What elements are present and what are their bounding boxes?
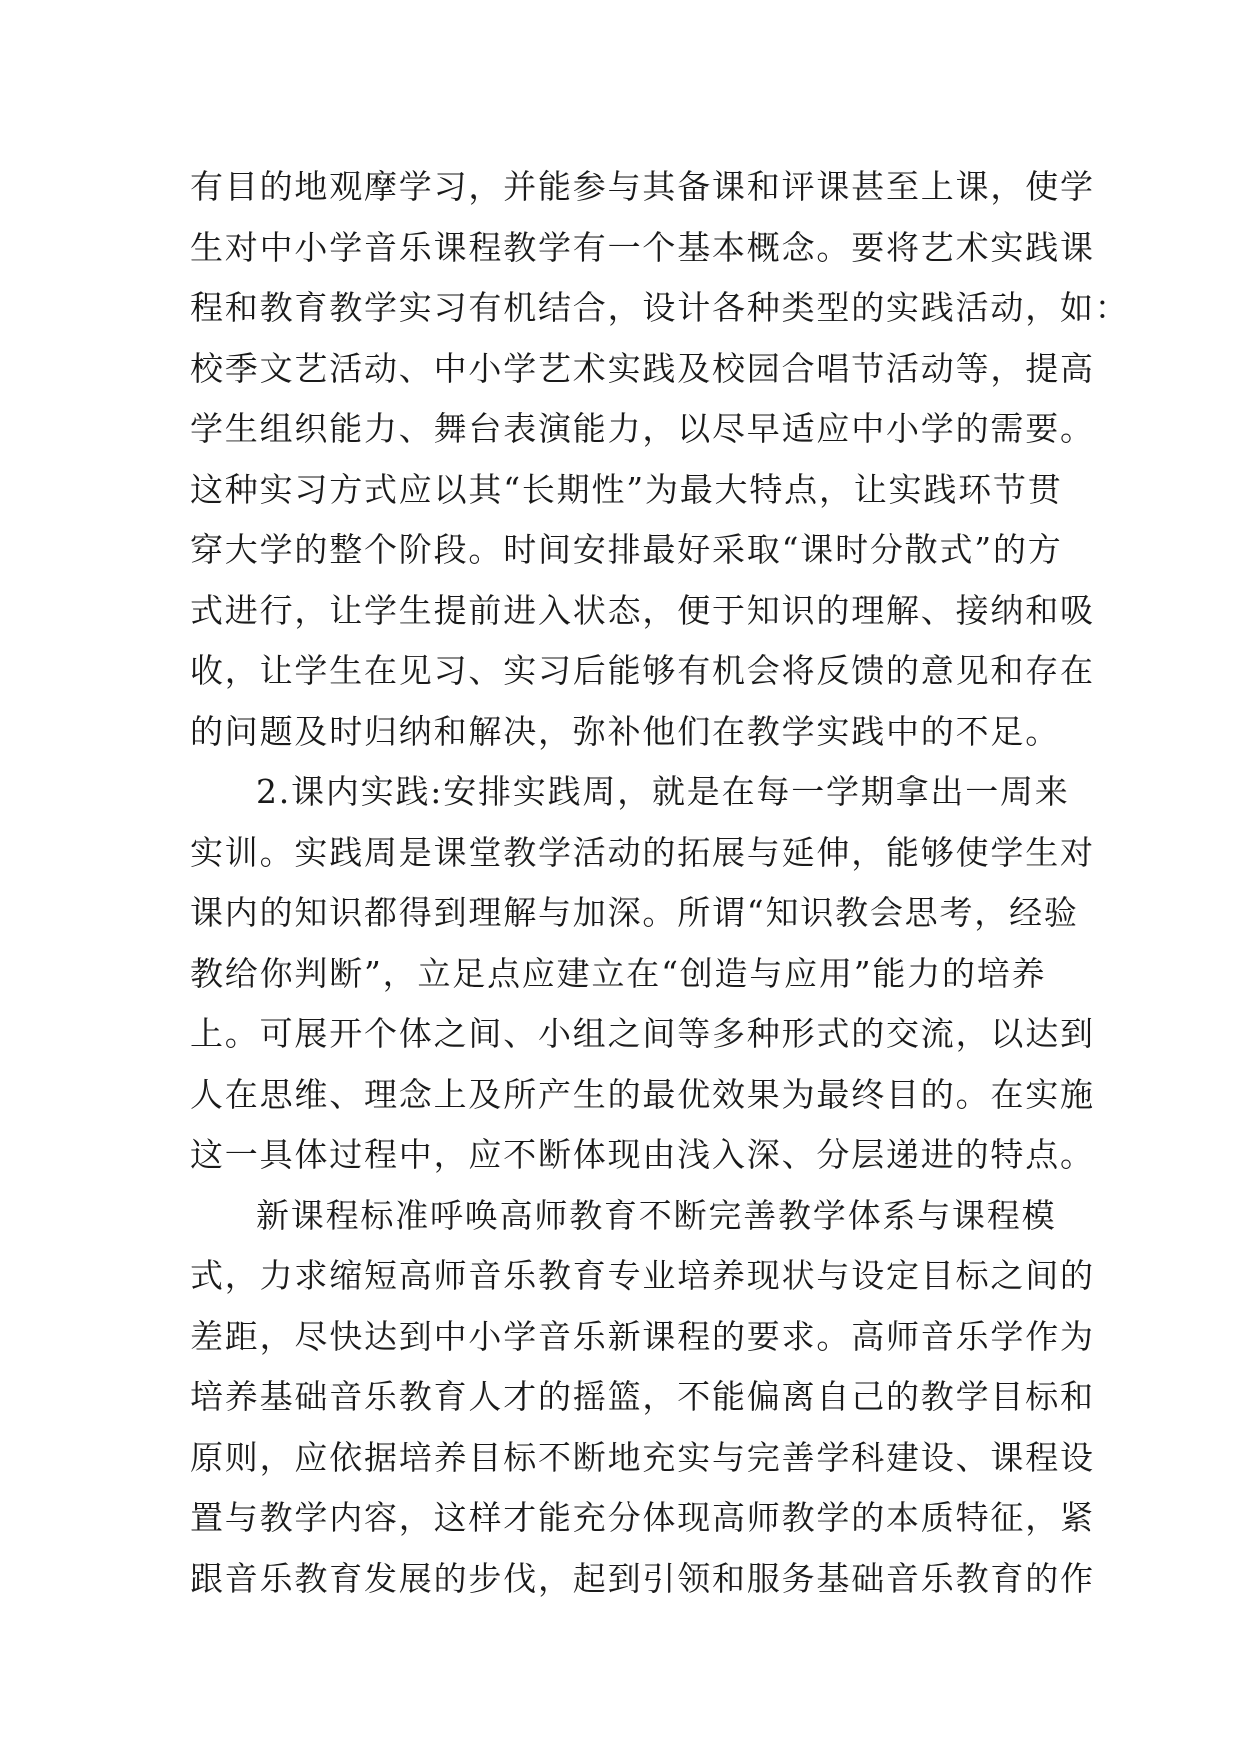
text-line: 跟音乐教育发展的步伐，起到引领和服务基础音乐教育的作 [190,1558,1095,1598]
text-line: 课内的知识都得到理解与加深。所谓“知识教会思考，经验 [190,893,1079,932]
text-line: 这一具体过程中，应不断体现由浅入深、分层递进的特点。 [190,1135,1095,1174]
text-line: 的问题及时归纳和解决，弥补他们在教学实践中的不足。 [190,711,1060,751]
text-line: 校季文艺活动、中小学艺术实践及校园合唱节活动等，提高 [190,348,1095,388]
text-line: 这种实习方式应以其“长期性”为最大特点，让实践环节贯 [190,469,1063,509]
text-line: 差距，尽快达到中小学音乐新课程的要求。高师音乐学作为 [190,1316,1095,1356]
text-line: 收，让学生在见习、实习后能够有机会将反馈的意见和存在 [190,651,1095,690]
text-line: 式进行，让学生提前进入状态，便于知识的理解、接纳和吸 [190,590,1095,630]
text-line: 程和教育教学实习有机结合，设计各种类型的实践活动，如： [190,288,1130,327]
text-line: 教给你判断”，立足点应建立在“创造与应用”能力的培养 [190,953,1047,993]
text-line: 生对中小学音乐课程教学有一个基本概念。要将艺术实践课 [190,227,1095,267]
text-line: 置与教学内容，这样才能充分体现高师教学的本质特征，紧 [190,1498,1095,1537]
text-line: 式，力求缩短高师音乐教育专业培养现状与设定目标之间的 [190,1256,1095,1295]
body-text [190,157,1130,1609]
paragraph-start-line: 新课程标准呼唤高师教育不断完善教学体系与课程模 [256,1195,1057,1235]
text-line: 实训。实践周是课堂教学活动的拓展与延伸，能够使学生对 [190,832,1095,872]
text-line: 人在思维、理念上及所产生的最优效果为最终目的。在实施 [190,1074,1095,1114]
text-line: 培养基础音乐教育人才的摇篮，不能偏离自己的教学目标和 [190,1377,1095,1416]
text-line: 学生组织能力、舞台表演能力，以尽早适应中小学的需要。 [190,409,1095,448]
text-line: 原则，应依据培养目标不断地充实与完善学科建设、课程设 [190,1437,1095,1477]
paragraph-start-line: 2.课内实践:安排实践周，就是在每一学期拿出一周来 [256,772,1070,811]
text-line: 穿大学的整个阶段。时间安排最好采取“课时分散式”的方 [190,530,1063,569]
text-line: 有目的地观摩学习，并能参与其备课和评课甚至上课，使学 [190,167,1095,206]
text-line: 上。可展开个体之间、小组之间等多种形式的交流，以达到 [190,1014,1095,1053]
